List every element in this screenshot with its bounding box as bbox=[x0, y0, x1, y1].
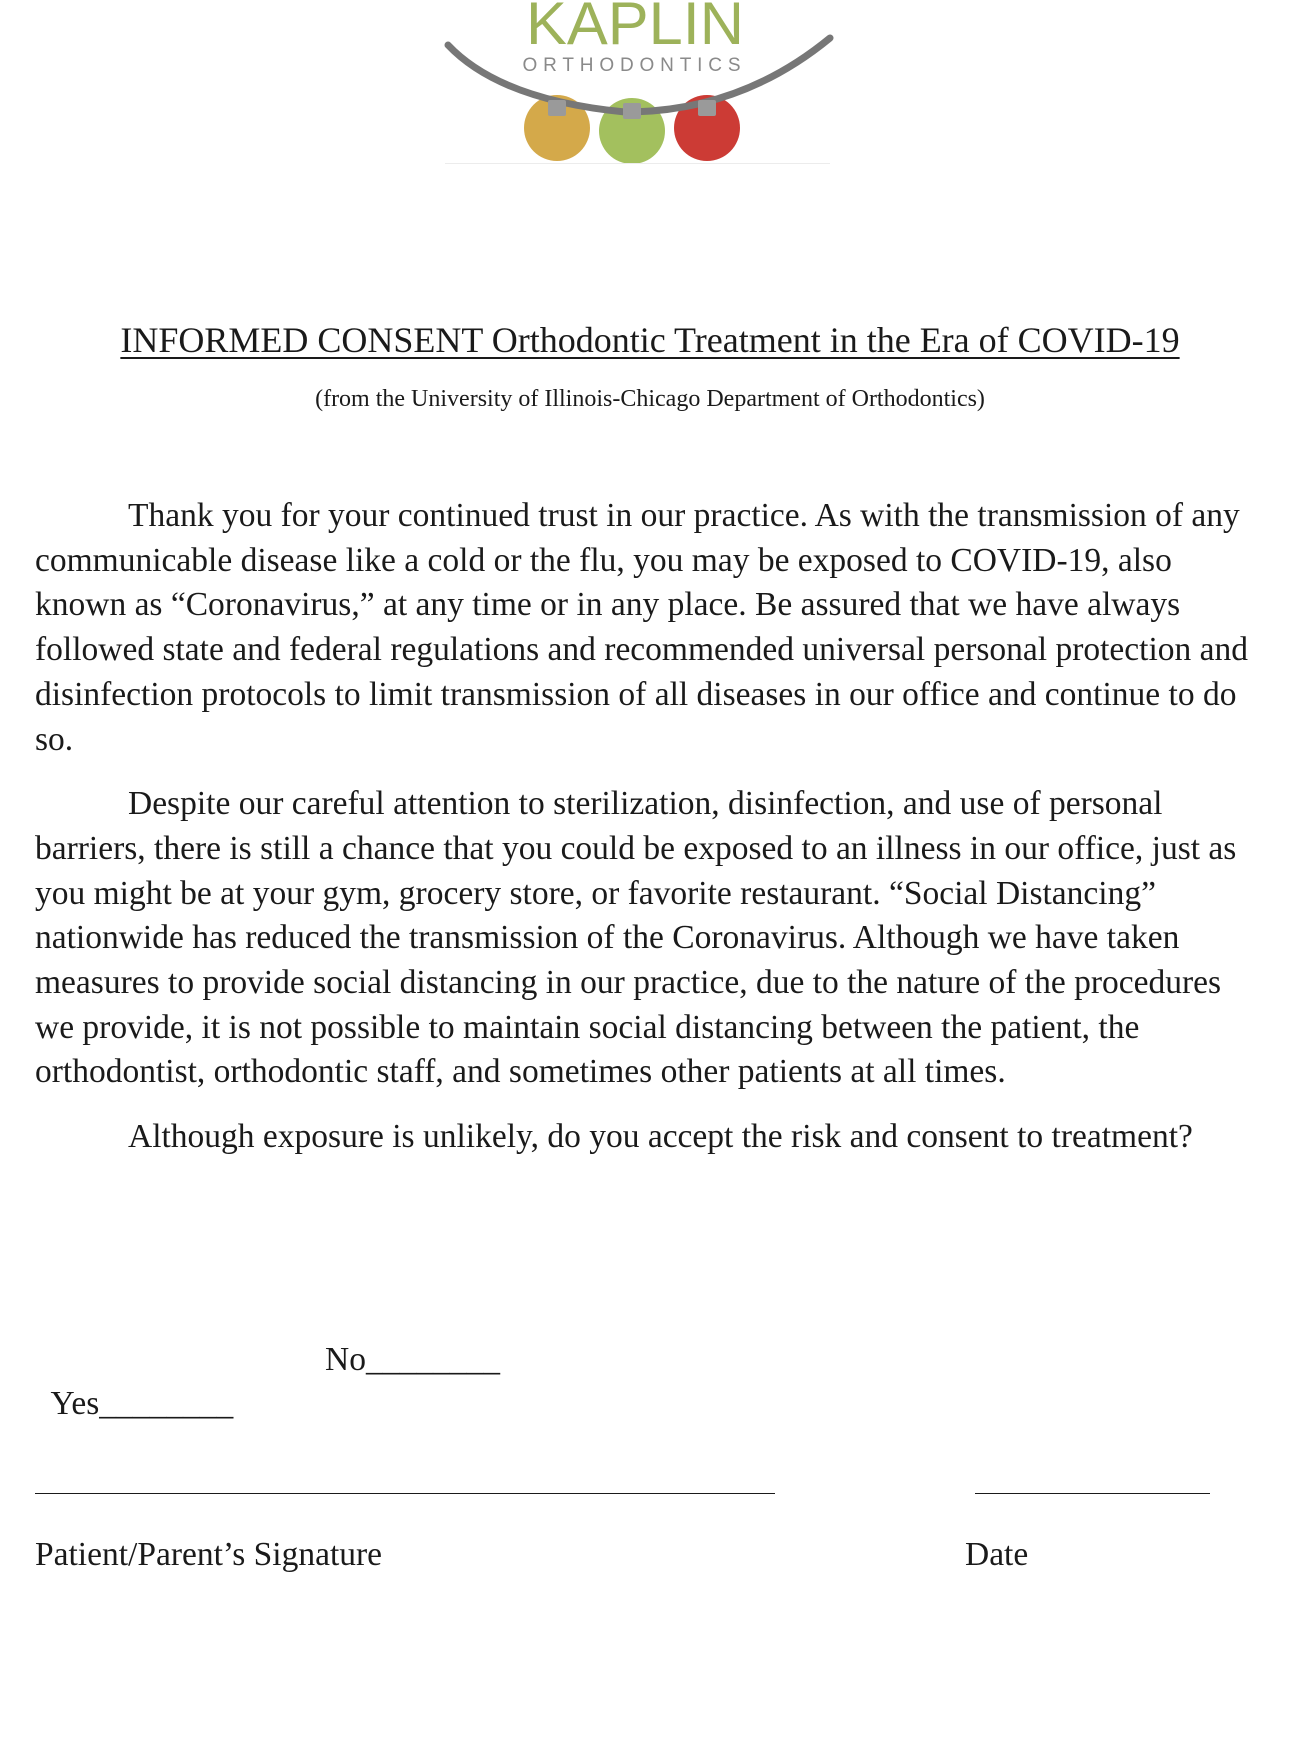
paragraph-question: Although exposure is unlikely, do you accept the risk and consent to treatment? bbox=[128, 1118, 1193, 1156]
logo-tagline: ORTHODONTICS bbox=[522, 55, 748, 76]
date-label: Date bbox=[965, 1536, 1029, 1573]
logo-divider bbox=[445, 163, 830, 164]
logo-wordmark: KAPLIN bbox=[526, 0, 744, 57]
paragraph-risk: Despite our careful attention to sterilization, disinfection, and use of personal barriers, there is still a chance that you could be exposed to an illness in our office, just as you might be at your gym, grocery store, or favorite restaurant. “Social Distancing” nationwide has reduced the transmission of the Coronavirus. Although we have taken measures to provide social distancing in our practice, due to the nature of the procedures we provide, it is not possible to maintain social distancing between the patient, the orthodontist, orthodontic staff, and sometimes other patients at all times. bbox=[35, 785, 1237, 1091]
signature-line[interactable] bbox=[35, 1493, 775, 1494]
date-line[interactable] bbox=[975, 1493, 1210, 1494]
document-title: INFORMED CONSENT Orthodontic Treatment in the Era of COVID-19 bbox=[120, 320, 1180, 360]
no-answer-field[interactable]: No________ bbox=[325, 1341, 500, 1378]
paragraph-intro: Thank you for your continued trust in our practice. As with the transmission of any communicable disease like a cold or the flu, you may be exposed to COVID-19, also known as “Coronavirus,” at any time or in any place. Be assured that we have always followed state and federal regulations and recommended universal personal protection and disinfection protocols to limit transmission of all diseases in our office and continue to do so. bbox=[35, 497, 1249, 758]
signature-label: Patient/Parent’s Signature bbox=[35, 1536, 383, 1573]
consent-body bbox=[35, 494, 1265, 1180]
consent-answers bbox=[35, 1338, 500, 1470]
document-subtitle: (from the University of Illinois-Chicago Department of Orthodontics) bbox=[315, 386, 985, 412]
kaplin-orthodontics-logo bbox=[440, 0, 840, 168]
yes-answer-field[interactable]: Yes________ bbox=[50, 1385, 234, 1422]
